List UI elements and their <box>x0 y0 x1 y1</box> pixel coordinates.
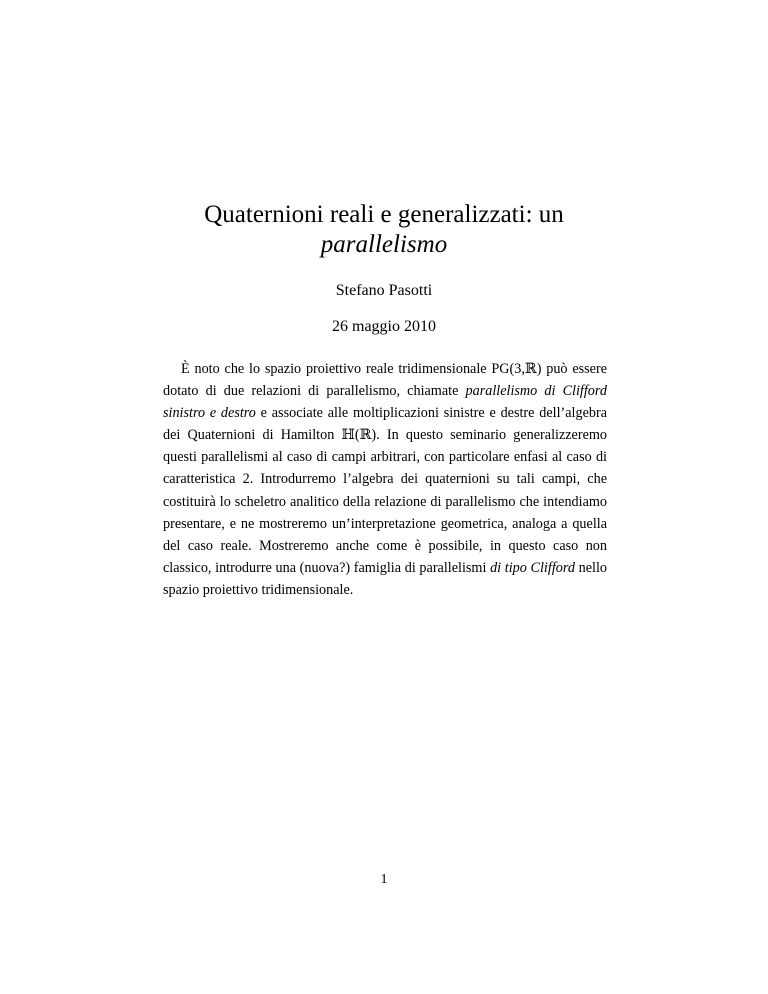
publication-date: 26 maggio 2010 <box>332 318 436 335</box>
abstract-text-3: nello spazio proiettivo tridimensionale. <box>163 559 607 598</box>
author-name: Stefano Pasotti <box>335 282 433 299</box>
abstract-paragraph <box>163 358 607 601</box>
title-line-2: parallelismo <box>320 231 448 258</box>
page-number: 1 <box>380 872 388 887</box>
abstract-emphasis-2: di tipo Clifford <box>490 559 575 576</box>
abstract-emphasis-1: parallelismo di Clifford sinistro e destro <box>163 383 607 422</box>
abstract-text-2: e associate alle moltiplicazioni sinistre e destre dell’algebra dei Quaternioni di Hamilton ℍ(ℝ). In questo seminario generalizzeremo questi parallelismi al caso di campi arbitrari, con particolare enfasi al caso di caratteristica 2. Introdurremo l’algebra dei quaternioni su tali campi, che costituirà lo scheletro analitico della relazione di parallelismo che intendiamo presentare, e ne mostreremo un’interpretazione geometrica, analoga a quella del caso reale. Mostreremo anche come è possibile, in questo caso non classico, introdurre una (nuova?) famiglia di parallelismi <box>163 405 607 576</box>
title-line-1: Quaternioni reali e generalizzati: un <box>204 201 564 228</box>
abstract-text-1: È noto che lo spazio proiettivo reale tridimensionale PG(3,ℝ) può essere dotato di due relazioni di parallelismo, chiamate <box>163 361 607 400</box>
